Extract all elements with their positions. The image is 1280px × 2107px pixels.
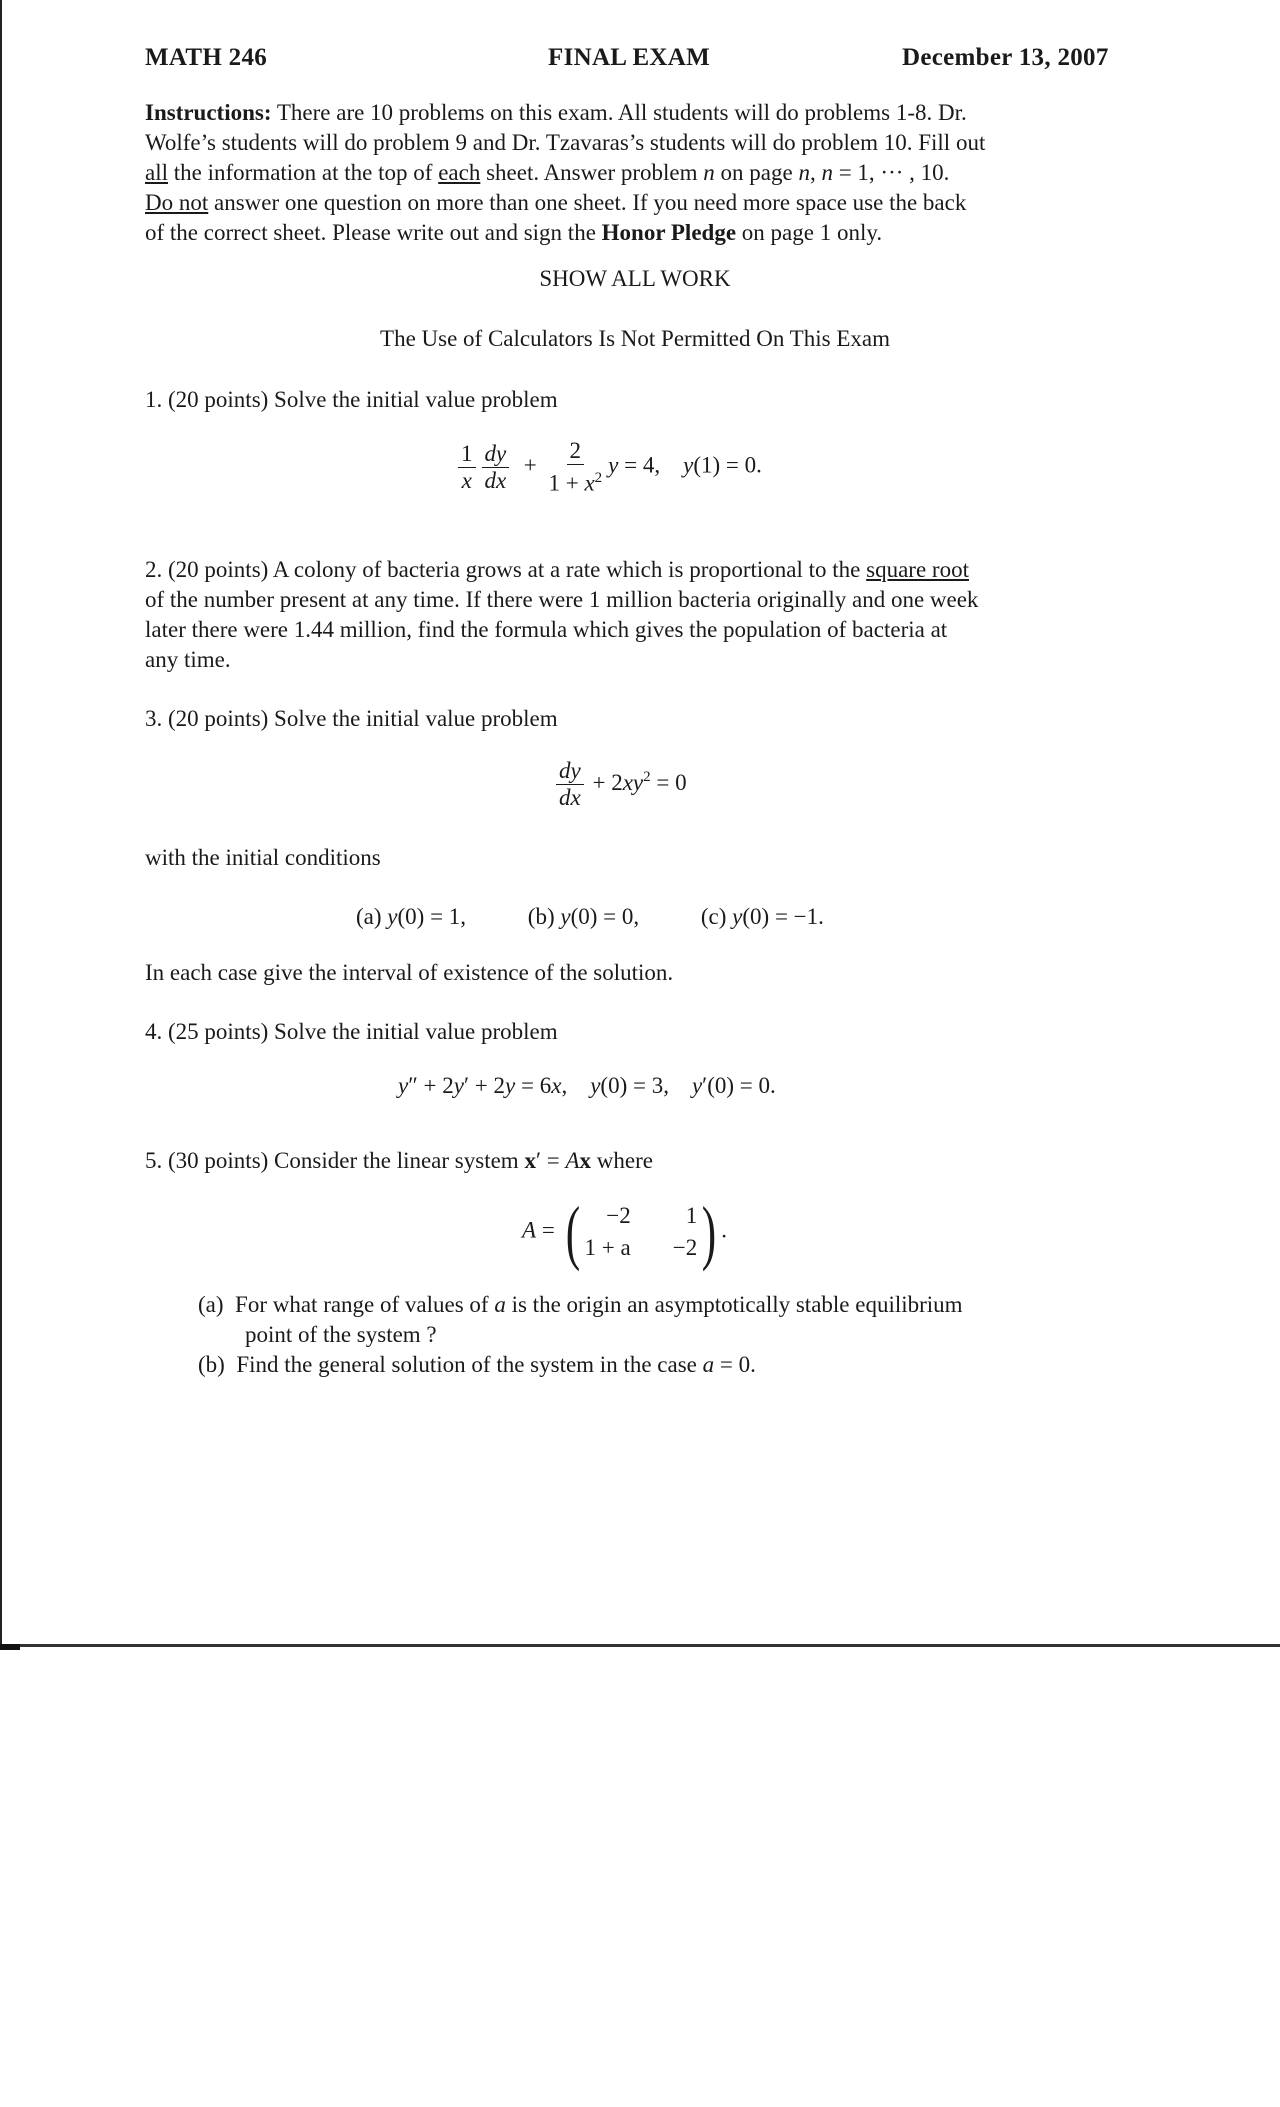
problem-3-title: 3. (20 points) Solve the initial value problem [145, 706, 558, 731]
problem-3-conditions: (a) y(0) = 1, (b) y(0) = 0, (c) y(0) = −1. [356, 904, 824, 929]
course-title: MATH 246 [145, 44, 268, 71]
page-corner-mark [0, 1644, 20, 1650]
problem-4-equation: y″ + 2y′ + 2y = 6x, y(0) = 3, y′(0) = 0. [398, 1073, 776, 1098]
instructions-label: Instructions: [145, 100, 272, 125]
problem-5-matrix: A = ( −2 1 1 + a −2 ) . [522, 1192, 727, 1272]
problem-5-parts: (a) For what range of values of a is the origin an asymptotically stable equilibrium point of the system ? (b) Find the general solution of the system in the case a = 0. [198, 1292, 963, 1377]
problem-5-title: 5. (30 points) Consider the linear system x′ = Ax where [145, 1148, 653, 1173]
page-bottom-border [0, 1644, 1280, 1647]
instructions-block [145, 98, 1125, 248]
problem-1-title: 1. (20 points) Solve the initial value problem [145, 387, 558, 412]
calculator-notice: The Use of Calculators Is Not Permitted On This Exam [380, 326, 890, 351]
show-all-work: SHOW ALL WORK [539, 266, 731, 291]
instructions-line: of the correct sheet. Please write out and sign the Honor Pledge on page 1 only. [145, 220, 883, 245]
exam-title: FINAL EXAM [548, 44, 711, 71]
problem-3-with: with the initial conditions [145, 845, 381, 870]
instructions-line: Wolfe’s students will do problem 9 and Dr. Tzavaras’s students will do problem 10. Fill out [145, 130, 986, 155]
instructions-line: Do not answer one question on more than one sheet. If you need more space use the back [145, 190, 967, 215]
problem-4-title: 4. (25 points) Solve the initial value problem [145, 1019, 558, 1044]
instructions-line: There are 10 problems on this exam. All students will do problems 1-8. Dr. [276, 100, 967, 125]
problem-1-equation: $\frac{1}{x}$ $\frac{dy}{dx}$ + $\frac{2}{1 + x^2}$ y = 4, y(1) = 0. [455, 438, 762, 497]
instructions-line: all the information at the top of each sheet. Answer problem n on page n, n = 1, ··· , 10. [145, 160, 950, 185]
problem-3-interval: In each case give the interval of existence of the solution. [145, 960, 674, 985]
page-left-border [0, 0, 2, 1650]
exam-date: December 13, 2007 [902, 44, 1109, 71]
problem-3-equation: $\frac{dy}{dx}$ + $2xy^2 = 0$ [553, 758, 687, 811]
problem-2: 2. (20 points) A colony of bacteria grows at a rate which is proportional to the square root of the number present at any time. If there were 1 million bacteria originally and one week later there were 1.44 million, find the formula which gives the population of bacteria at any time. [145, 557, 979, 672]
